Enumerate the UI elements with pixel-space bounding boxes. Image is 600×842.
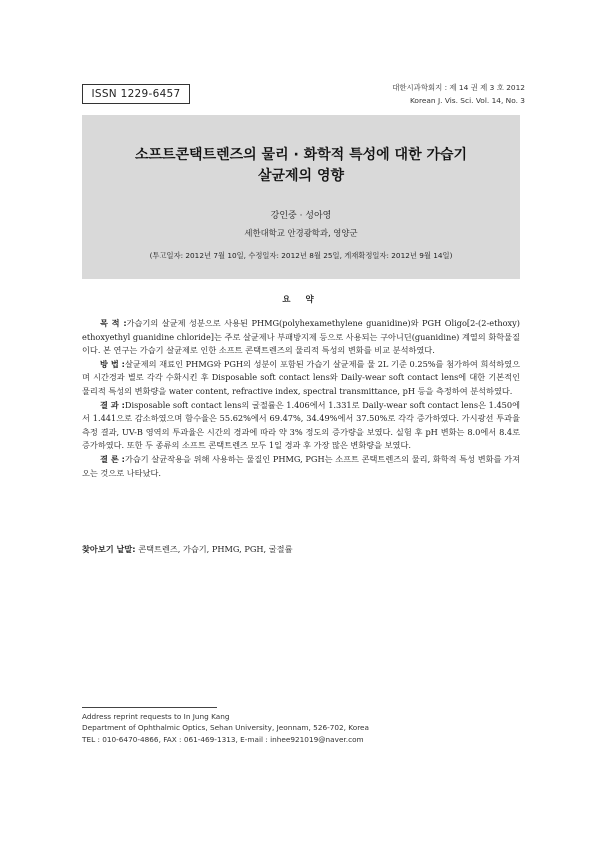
keywords-text: 콘택트렌즈, 가습기, PHMG, PGH, 굴절률 bbox=[138, 544, 293, 554]
abstract-conclusion bbox=[82, 453, 520, 480]
purpose-text: 가습기의 살균제 성분으로 사용된 PHMG(polyhexamethylene guanidine)와 PGH Oligo[2-(2-ethoxy) ethoxyethyl guanidine chloride]는 주로 살균제나 부패방지제 등으로 사용되는 구아니딘(guanidine) 계열의 화학물질이다. 본 연구는 가습기 살균제로 인한 소프트 콘택트렌즈의 물리적 특성의 변화를 비교 분석하였다. bbox=[82, 318, 520, 356]
keywords bbox=[82, 543, 520, 555]
keywords-label: 찾아보기 낱말: bbox=[82, 544, 136, 554]
submission-dates: (투고일자: 2012년 7월 10일, 수정일자: 2012년 8월 25일, 게재확정일자: 2012년 9월 14일) bbox=[149, 251, 453, 260]
result-text: Disposable soft contact lens의 굴절률은 1.406에서 1.331로 Daily-wear soft contact lens은 1.450에서 1.441으로 감소하였으며 함수율은 55.62%에서 69.47%, 34.49%에서 37.50%로 각각 증가하였다. 가시광선 투과율 측정 결과, UV-B 영역의 투과율은 시간의 경과에 따라 약 3% 정도의 증가량을 보였다. 실험 후 pH 변화는 8.0에서 8.4로 증가하였다. 또한 두 종류의 소프트 콘택트렌즈 모두 1일 경과 후 가장 많은 변화량을 보였다. bbox=[82, 399, 521, 451]
title-block bbox=[82, 115, 520, 279]
abstract-purpose bbox=[82, 317, 520, 358]
affiliation: 세한대학교 안경광학과, 영양군 bbox=[244, 228, 358, 238]
method-text: 살균제의 재료인 PHMG와 PGH의 성분이 포함된 가습기 살균제를 물 2L 기준 0.25%를 첨가하여 희석하였으며 시간경과 별로 각각 수화시킨 후 Disposable soft contact lens와 Daily-wear soft contact lens에 대한 기본적인 물리적 특성의 변화량을 water content, refractive index, spectral transmittance, pH 등을 측정하여 분석하였다. bbox=[82, 358, 520, 396]
footnote-line2: Department of Ophthalmic Optics, Sehan University, Jeonnam, 526-702, Korea bbox=[82, 723, 369, 733]
footnote-divider bbox=[82, 707, 217, 708]
footnote-line1: Address reprint requests to In Jung Kang bbox=[82, 712, 230, 721]
conclusion-label: 결 론 : bbox=[100, 453, 125, 464]
footnote-line3: TEL : 010-6470-4866, FAX : 061-469-1313, E-mail : inhee921019@naver.com bbox=[82, 734, 364, 744]
abstract-method bbox=[82, 358, 520, 399]
correspondence-footnote bbox=[82, 711, 522, 745]
conclusion-text: 가습기 살균작용을 위해 사용하는 물질인 PHMG, PGH는 소프트 콘택트렌즈의 물리, 화학적 특성 변화를 가져오는 것으로 나타났다. bbox=[82, 453, 521, 478]
paper-title-line2: 살균제의 영향 bbox=[257, 168, 345, 184]
issn-box: ISSN 1229-6457 bbox=[82, 84, 190, 104]
journal-name-english: Korean J. Vis. Sci. Vol. 14, No. 3 bbox=[409, 95, 525, 105]
abstract-body bbox=[82, 317, 520, 480]
method-label: 방 법 : bbox=[100, 358, 125, 369]
authors: 강인중 · 성아영 bbox=[270, 211, 332, 221]
abstract-result bbox=[82, 399, 520, 453]
result-label: 결 과 : bbox=[100, 399, 125, 410]
paper-title-line1: 소프트콘택트렌즈의 물리 · 화학적 특성에 대한 가습기 bbox=[134, 147, 468, 163]
abstract-heading: 요 약 bbox=[282, 295, 320, 305]
purpose-label: 목 적 : bbox=[100, 318, 127, 328]
journal-header bbox=[392, 82, 525, 107]
paper-title bbox=[82, 145, 520, 187]
journal-name-korean: 대한시과학회지 : 제 14 권 제 3 호 2012 bbox=[392, 83, 525, 92]
